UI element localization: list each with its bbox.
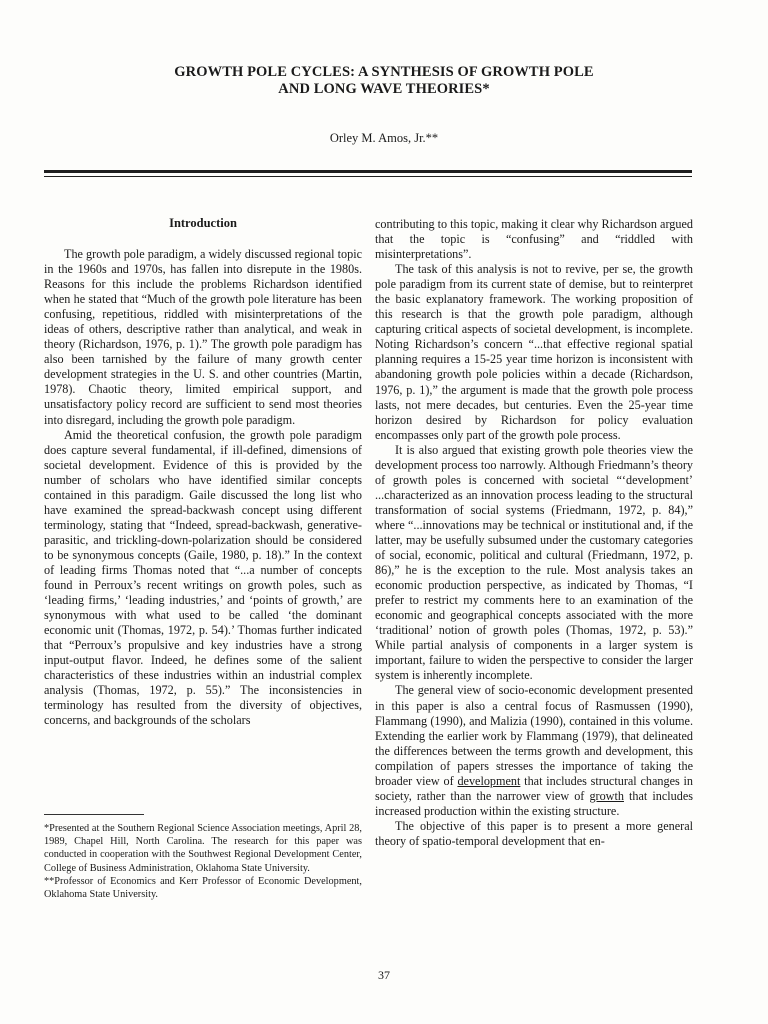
text-run: that includes increased production within the existing structure. [375,788,694,818]
author-line: Orley M. Amos, Jr.** [329,131,439,145]
paper-title [0,64,768,98]
footnotes [44,822,362,901]
underlined-term: growth [589,788,624,803]
text-run: The general view of socio-economic development presented in this paper is also a central focus of Rasmussen (1990), Flammang (1990), and Malizia (1990), contained in this volume. Extending the earlier work by Flammang (1979), that delineated the differences between the terms growth and development, this compilation of papers stresses the importance of taking the broader view of [375,683,693,788]
right-column [375,217,693,849]
footnote-2: **Professor of Economics and Kerr Professor of Economic Development, Oklahoma State University. [44,875,362,901]
footnote-rule [44,814,144,815]
title-line-1: GROWTH POLE CYCLES: A SYNTHESIS OF GROWTH POLE [174,64,594,80]
footnote-1: *Presented at the Southern Regional Science Association meetings, April 28, 1989, Chapel Hill, North Carolina. The research for this paper was conducted in cooperation with the Southwest Regional Development Center, College of Business Administration, Oklahoma State University. [44,823,362,874]
left-column [44,216,362,729]
paragraph: Amid the theoretical confusion, the growth pole paradigm does capture several fundamental, if ill-defined, dimensions of societal development. Evidence of this is provided by the number of scholars who have identified similar concepts contained in this paradigm. Gaile discussed the long list who have examined the spread-backwash concept using different terminology, stating that “Indeed, spread-backwash, generative-parasitic, and trickling-down-polarization should be considered to be synonymous concepts (Gaile, 1980, p. 18).” In the context of leading firms Thomas noted that “...a number of concepts found in Perroux’s recent writings on growth poles, such as ‘leading firms,’ ‘leading industries,’ and ‘points of growth,’ are synonymous with what used to be called ‘the dominant economic unit (Thomas, 1972, p. 54).’ Thomas further indicated that “Perroux’s propulsive and key industries have a strong input-output flavor. Indeed, he defines some of the salient characteristics of these industries within an industrial complex analysis (Thomas, 1972, p. 55).” The inconsistencies in terminology has resulted from the diversity of objectives, concerns, and backgrounds of the scholars [44,427,362,728]
paragraph: It is also argued that existing growth pole theories view the development process too narrowly. Although Friedmann’s theory of growth poles is concerned with societal “‘development’ ...characterized as an innovation process leading to the structural transformation of social systems (Friedmann, 1972, p. 84),” where “...innovations may be technical or institutional and, if the latter, may be usefully subsumed under the customary categories of social, economic, political and cultural (Friedmann, 1972, p. 86),” he is the exception to the rule. Most analysis takes an economic production perspective, as indicated by Thomas, “I prefer to restrict my comments here to an examination of the economic and geographical concepts associated with the more ‘traditional’ notion of growth poles (Thomas, 1972, p. 53).” While partial analysis of components in a larger system is important, failure to widen the perspective to consider the larger system is inherently incomplete. [375,442,693,683]
paragraph: The task of this analysis is not to revive, per se, the growth pole paradigm from its current state of demise, but to reinterpret the basic explanatory framework. The working proposition of this research is that the growth pole paradigm, although capturing critical aspects of societal development, is incomplete. Noting Richardson’s concern “...that effective regional spatial planning requires a 15-25 year time horizon is inconsistent with abandoning growth pole policies within a decade (Richardson, 1976, p. 1),” the argument is made that the growth pole process lasts, not mere decades, but centuries. Even the 25-year time horizon desired by Richardson for policy evaluation encompasses only part of the growth pole process. [375,262,693,442]
paragraph: The growth pole paradigm, a widely discussed regional topic in the 1960s and 1970s, has fallen into disrepute in the 1980s. Reasons for this include the problems Richardson identified when he stated that “Much of the growth pole literature has been confusing, repetitious, riddled with misinterpretations of the ideas of others, descriptive rather than analytical, and weak in theory (Richardson, 1976, p. 1).” The growth pole paradigm has also been tarnished by the failure of many growth center development strategies in the U. S. and other countries (Martin, 1978). Chaotic theory, limited empirical support, and unsatisfactory policy record are sufficient to send most theories into disregard, including the growth pole paradigm. [44,247,362,427]
section-heading: Introduction [169,216,237,230]
page-number: 37 [378,968,390,982]
paragraph: contributing to this topic, making it clear why Richardson argued that the topic is “confusing” and “riddled with misinterpretations”. [375,217,693,262]
text-run: that includes structural changes in society, rather than the narrower view of [375,773,693,803]
header-rule-thin [44,176,692,177]
underlined-term: development [457,773,521,788]
title-line-2: AND LONG WAVE THEORIES* [278,81,490,97]
paragraph: The objective of this paper is to present a more general theory of spatio-temporal development that en- [375,818,693,848]
header-rule-thick [44,170,692,173]
paragraph [375,683,693,818]
